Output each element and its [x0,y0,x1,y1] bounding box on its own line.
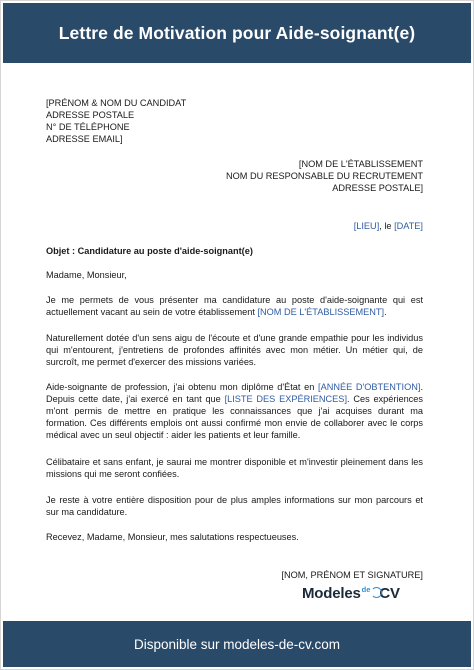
year-placeholder: [ANNÉE D'OBTENTION] [318,382,421,392]
paragraph-1-end: . [384,307,387,318]
paragraph-2: Naturellement dotée d'un sens aigu de l'écoute et d'une grande empathie pour les individus qui m'entourent, j'entretiens de profondes affinités avec mon métier. Un métier qui, de surcroît, me permet d'exercer des missions variées. [46,333,423,368]
sender-address: ADRESSE POSTALE [46,110,135,121]
sender-email: ADRESSE EMAIL] [46,134,123,145]
experiences-placeholder: [LISTE DES EXPÉRIENCES] [224,394,347,405]
footer-link-text[interactable]: Disponible sur modeles-de-cv.com [133,636,341,652]
paragraph-3 [46,381,423,441]
sender-block [46,97,186,145]
paragraph-3-text-a: Aide-soignante de profession, j'ai obtenu mon diplôme d'État en [46,382,319,392]
place-date-separator: , le [379,221,395,231]
recipient-block [226,158,423,194]
place-date [354,220,423,232]
header-band [3,3,471,63]
page-title: Lettre de Motivation pour Aide-soignant(e) [58,22,416,43]
sender-phone: N° DE TÉLÉPHONE [46,122,130,133]
logo-text-cv: CV [379,585,400,602]
paragraph-6: Recevez, Madame, Monsieur, mes salutations respectueuses. [46,532,299,542]
modeles-de-cv-logo [302,585,400,602]
logo-text-de: de [361,585,371,594]
sender-name: [PRÉNOM & NOM DU CANDIDAT [46,98,187,108]
paragraph-3-text-b: . Depuis cette date, j'ai exercé en tant que [46,382,423,405]
paragraph-5: Je reste à votre entière disposition pour de plus amples informations sur mon parcours et sur ma candidature. [46,495,423,518]
subject-line: Objet : Candidature au poste d'aide-soignant(e) [46,246,253,256]
recipient-establishment: [NOM DE L'ÉTABLISSEMENT [298,159,423,169]
establishment-placeholder: [NOM DE L'ÉTABLISSEMENT] [257,307,385,318]
paragraph-1-text: Je me permets de vous présenter ma candidature au poste d'aide-soignante qui est actuellement vacant au sein de votre établissement [46,295,423,318]
recipient-manager: NOM DU RESPONSABLE DU RECRUTEMENT [225,171,423,182]
salutation: Madame, Monsieur, [46,270,127,280]
paragraph-1 [46,294,423,318]
signature-placeholder: [NOM, PRÉNOM ET SIGNATURE] [281,570,423,580]
place-placeholder: [LIEU] [353,221,380,231]
logo-text-modeles: Modeles [302,585,361,602]
recipient-address: ADRESSE POSTALE] [332,183,423,194]
date-placeholder: [DATE] [394,221,423,231]
footer-band [3,621,471,667]
paragraph-3-text-c: . Ces expériences m'ont permis de mettre en pratique les connaissances que j'ai acquises durant ma formation. Ces différents emplois ont aussi confirmé mon envie de collaborer avec le corps médical avec un seul objectif : aider les patients et leur famille. [46,394,423,441]
paragraph-4: Célibataire et sans enfant, je saurai me montrer disponible et m'investir pleinement dans les missions qui me seront confiées. [46,457,423,480]
